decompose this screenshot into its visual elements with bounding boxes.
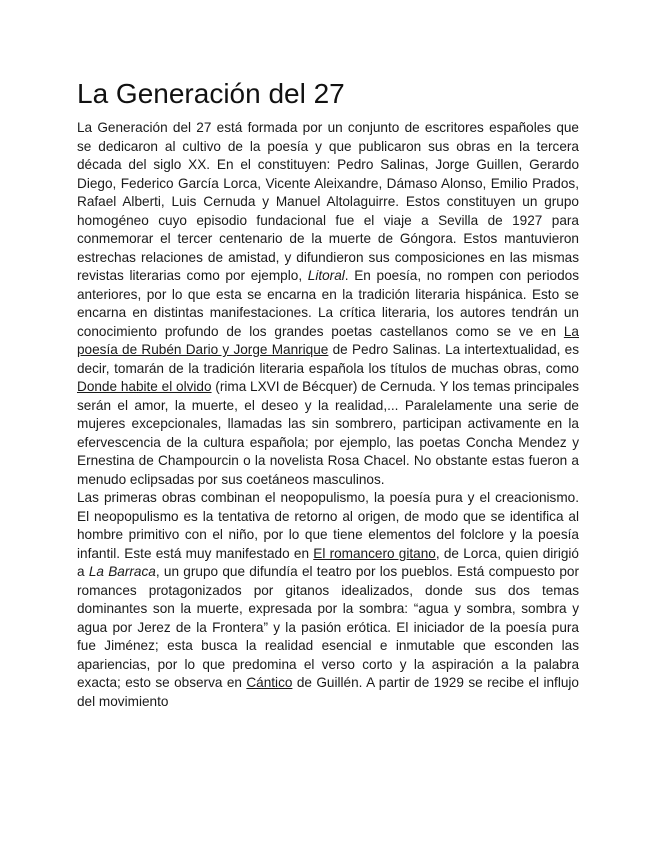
paragraph-1 <box>77 119 579 489</box>
la-barraca-title: La Barraca <box>88 564 156 579</box>
link-cantico[interactable]: Cántico <box>246 675 293 690</box>
link-poesia-ruben-dario[interactable]: La poesía de Rubén Dario y Jorge Manrique <box>77 323 579 357</box>
link-romancero-gitano[interactable]: El romancero gitano <box>313 545 436 561</box>
paragraph-2-text-b: , de Lorca, quien dirigió a <box>77 545 579 579</box>
paragraph-1-text-a: La Generación del 27 está formada por un conjunto de escritores españoles que se dedicaron al cultivo de la poesía y que publicaron sus obras en la tercera década del siglo XX. En el constituyen: Pedro Salinas, Jorge Guillen, Gerardo Diego, Federico García Lorca, Vicente Aleixandre, Dámaso Alonso, Emilio Prados, Rafael Alberti, Luis Cernuda y Manuel Altolaguirre. Estos constituyen un grupo homogéneo cuyo episodio fundacional fue el viaje a Sevilla de 1927 para conmemorar el tercer centenario de la muerte de Góngora. Estos mantuvieron estrechas relaciones de amistad, y difundieron sus composiciones en las mismas revistas literarias como por ejemplo, <box>77 120 579 283</box>
paragraph-1-text-c: de Pedro Salinas. La intertextualidad, es decir, tomarán de la tradición literaria española los títulos de muchas obras, como <box>77 342 579 376</box>
paragraph-2-text-a: Las primeras obras combinan el neopopulismo, la poesía pura y el creacionismo. El neopopulismo es la tentativa de retorno al origen, de modo que se identifica al hombre primitivo con el niño, por lo que tiene elementos del folclore y la poesía infantil. Este está muy manifestado en <box>77 490 579 561</box>
paragraph-1-text-b: . En poesía, no rompen con periodos anteriores, por lo que esta se encarna en la tradición literaria hispánica. Esto se encarna en distintas manifestaciones. La crítica literaria, los autores tendrán un conocimiento profundo de los grandes poetas castellanos como se ve en <box>77 268 580 339</box>
paragraph-2 <box>77 489 579 711</box>
link-donde-habite-el-olvido[interactable]: Donde habite el olvido <box>77 379 212 394</box>
paragraph-2-text-c: , un grupo que difundía el teatro por los pueblos. Está compuesto por romances protagonizados por gitanos idealizados, donde sus dos temas dominantes son la muerte, expresada por la sombra: “agua y sombra, sombra y agua por Jerez de la Frontera” y la pasión erótica. El iniciador de la poesía pura fue Jiménez; esta busca la realidad esencial e inmutable que esconden las apariencias, por lo que predomina el verso corto y la aspiración a la palabra exacta; esto se observa en <box>77 564 579 690</box>
litoral-title: Litoral <box>307 268 345 283</box>
page-title: La Generación del 27 <box>77 78 345 109</box>
paragraph-2-text-d: de Guillén. A partir de 1929 se recibe el influjo del movimiento <box>77 675 579 709</box>
paragraph-1-text-d: (rima LXVI de Bécquer) de Cernuda. Y los temas principales serán el amor, la muerte, el deseo y la realidad,... Paralelamente una serie de mujeres excepcionales, llamadas las sin sombrero, participan activamente en la efervescencia de la cultura española; por ejemplo, las poetas Concha Mendez y Ernestina de Champourcin o la novelista Rosa Chacel. No obstante estas fueron a menudo eclipsadas por sus coetáneos masculinos. <box>77 379 580 487</box>
document-body <box>77 119 579 711</box>
